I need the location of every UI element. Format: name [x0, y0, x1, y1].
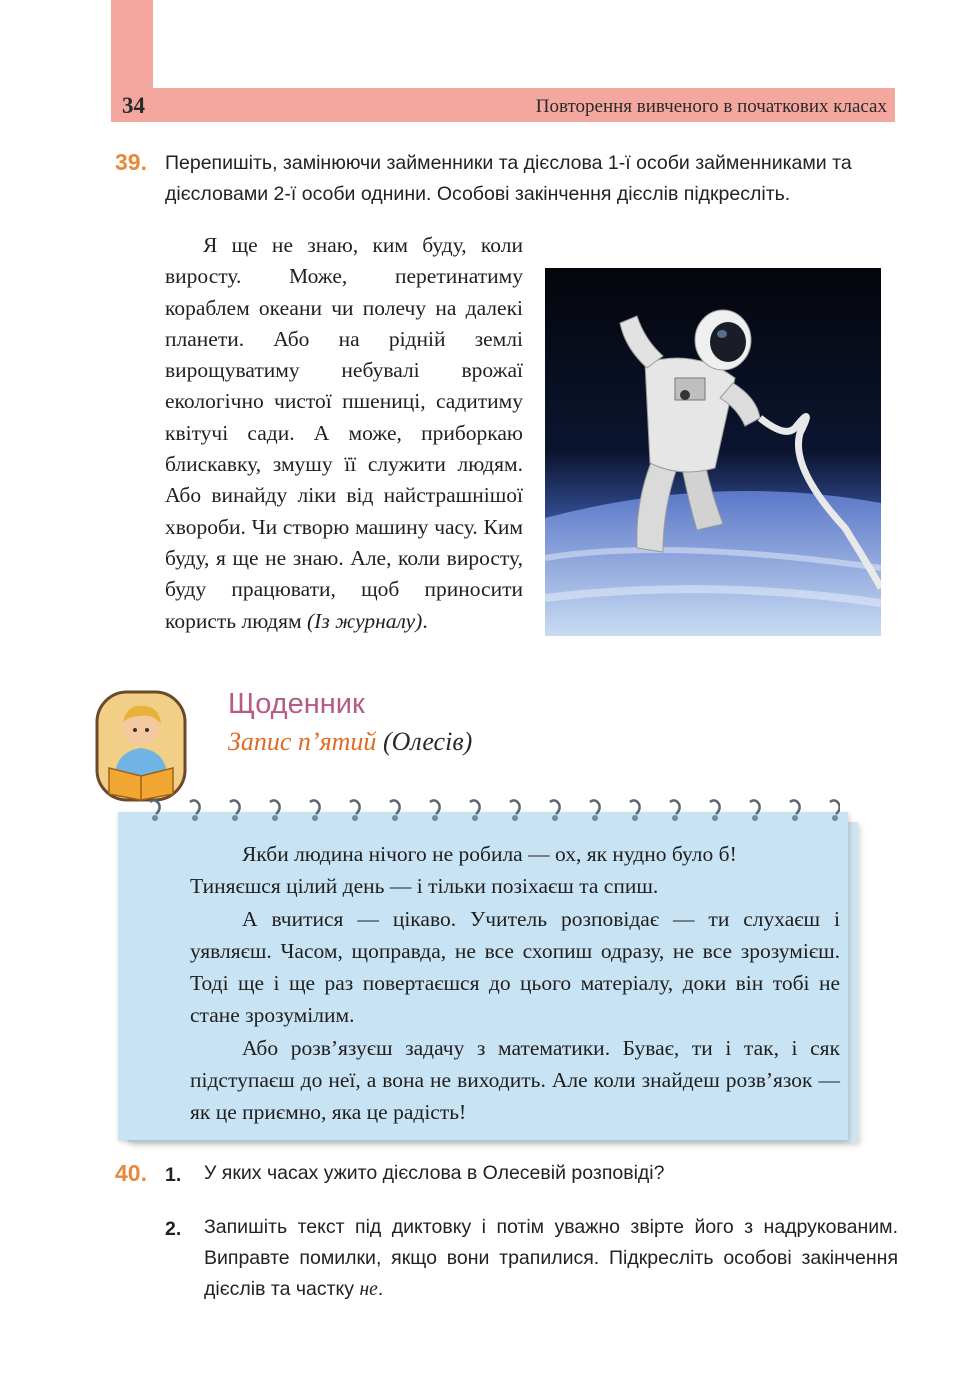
astronaut-illustration — [545, 268, 881, 636]
story-source: (Із журналу) — [307, 608, 423, 633]
task-item-text: У яких часах ужито дієслова в Олесевій розповіді? — [204, 1162, 665, 1184]
exercise-39-story — [165, 230, 523, 637]
task-item-text — [204, 1212, 898, 1305]
diary-title: Щоденник — [228, 688, 365, 720]
exercise-39-number: 39. — [115, 149, 147, 175]
diary-paragraph: Якби людина нічого не робила — ох, як нудно було б! — [242, 842, 737, 866]
spiral-rings — [140, 796, 840, 826]
diary-text — [190, 838, 840, 1129]
task-item-2-end: . — [377, 1278, 384, 1300]
story-end: . — [422, 608, 428, 633]
task-item-number: 2. — [165, 1218, 182, 1240]
diary-paragraph: А вчитися — цікаво. Учитель розповідає — ти слухаєш і уявляєш. Часом, щоправда, не все схопиш одразу, не все зрозумієш. Тоді ще і ще раз повертаєшся до цього матеріалу, доки він тобі не стане зрозумілим. — [190, 906, 840, 1028]
diary-author: (Олесів) — [382, 727, 473, 756]
diary-subtitle — [228, 727, 472, 757]
exercise-40-number: 40. — [115, 1160, 147, 1186]
particle-ne: не — [359, 1279, 378, 1300]
diary-entry: Запис п’ятий — [228, 727, 377, 756]
child-reading-icon — [95, 690, 187, 802]
diary-paragraph: Тиняєшся цілий день — і тільки позіхаєш та спиш. — [190, 874, 659, 899]
page-number: 34 — [122, 93, 145, 118]
exercise-39-instruction: Перепишіть, замінюючи займенники та дієслова 1-ї особи займенниками та дієсловами 2-ї особи однини. Особові закінчення дієслів підкресліть. — [165, 152, 852, 205]
header-tab — [111, 0, 153, 88]
story-text: Я ще не знаю, ким буду, коли виросту. Може, перетинатиму кораблем океани чи полечу на далекі планети. Або на рідній землі вирощуватиму небувалі врожаї екологічно чистої пшениці, садитиму квітучі сади. А може, приборкаю блискавку, змушу її служити людям. Або винайду ліки від найстрашнішої хвороби. Чи створю машину часу. Ким буду, я ще не знаю. Але, коли виросту, буду працювати, щоб приносити користь людям — [165, 233, 523, 633]
task-item-number: 1. — [165, 1164, 182, 1186]
running-head: Повторення вивченого в початкових класах — [535, 96, 887, 117]
diary-paragraph: Або розв’язуєш задачу з математики. Буває, ти і так, і сяк підступаєш до неї, а вона не виходить. Але коли знайдеш розв’язок — як це приємно, яка це радість! — [190, 1035, 840, 1125]
task-item-2-text: Запишіть текст під диктовку і потім уважно звірте його з надрукованим. Виправте помилки, якщо вони трапилися. Підкресліть особові закінчення дієслів та частку — [204, 1216, 898, 1300]
